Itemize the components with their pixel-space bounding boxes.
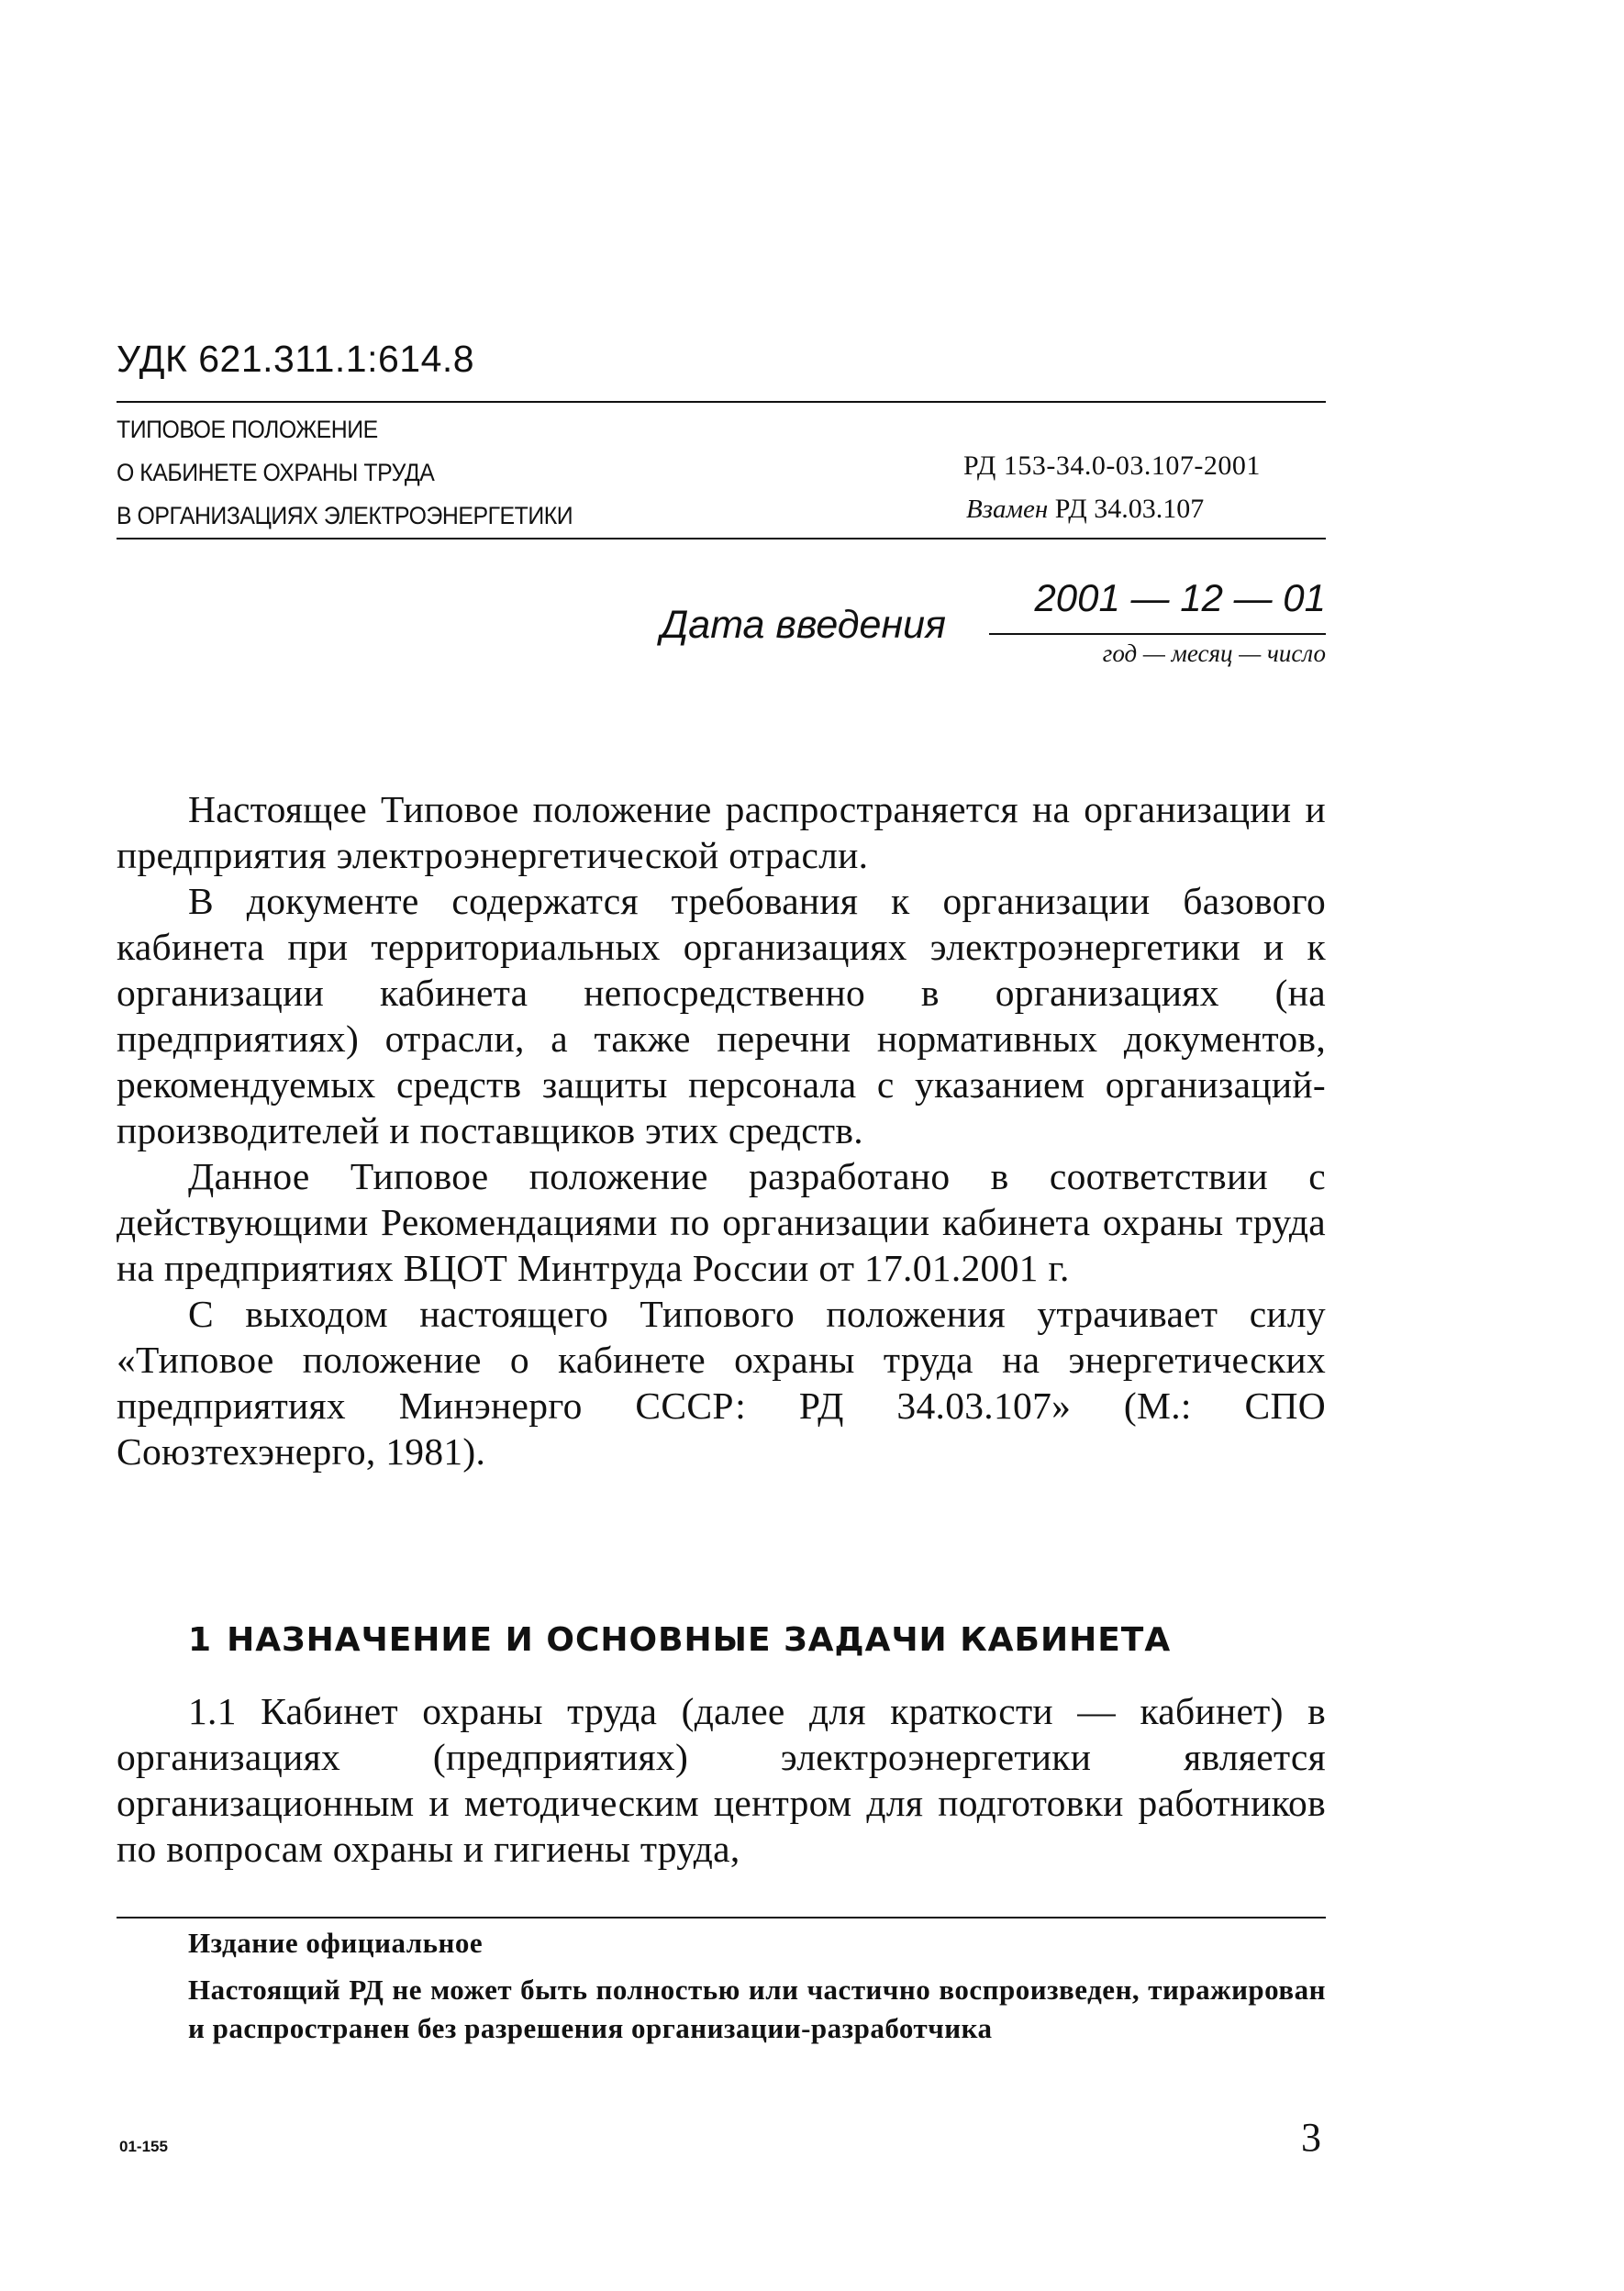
header-top-rule	[117, 401, 1326, 403]
preamble	[117, 786, 1326, 1474]
page-number: 3	[1301, 2115, 1321, 2160]
section-heading	[188, 1621, 1171, 1659]
intro-date-label: Дата введения	[661, 603, 946, 647]
replaced-document: РД 34.03.107	[1054, 494, 1205, 524]
paragraph: В документе содержатся требования к организации базового кабинета при территориальных организациях электроэнергетики и к организации кабинета непосредственно в организациях (на предприятиях) отрасли, а также перечни нормативных документов, рекомендуемых средств защиты персонала с указанием организаций-производителей и поставщиков этих средств.	[117, 880, 1326, 1151]
intro-date-caption: год — месяц — число	[1102, 639, 1326, 667]
paragraph: 1.1 Кабинет охраны труда (далее для краткости — кабинет) в организациях (предприятиях) электроэнергетики является организационным и методическим центром для подготовки работников по вопросам охраны и гигиены труда,	[117, 1690, 1326, 1870]
print-code: 01-155	[119, 2138, 168, 2155]
title-line: ТИПОВОЕ ПОЛОЖЕНИЕ	[117, 416, 378, 443]
section-body	[117, 1688, 1326, 1872]
document-number: РД 153-34.0-03.107-2001	[963, 450, 1261, 481]
title-line: О КАБИНЕТЕ ОХРАНЫ ТРУДА	[117, 459, 435, 486]
paragraph: Данное Типовое положение разработано в соответствии с действующими Рекомендациями по организации кабинета охраны труда на предприятиях ВЦОТ Минтруда России от 17.01.2001 г.	[117, 1155, 1326, 1289]
paragraph: С выходом настоящего Типового положения утрачивает силу «Типовое положение о кабинете охраны труда на энергетических предприятиях Минэнерго СССР: РД 34.03.107» (М.: СПО Союзтехэнерго, 1981).	[117, 1293, 1326, 1473]
section-number: 1	[188, 1621, 213, 1659]
title-line: В ОРГАНИЗАЦИЯХ ЭЛЕКТРОЭНЕРГЕТИКИ	[117, 502, 573, 529]
header-bottom-rule	[117, 538, 1326, 539]
replaces-prefix: Взамен	[966, 495, 1049, 524]
intro-date-value: 2001 — 12 — 01	[1034, 576, 1326, 619]
replaces-note	[966, 494, 1204, 525]
udk-code: УДК 621.311.1:614.8	[117, 338, 475, 380]
section-title: НАЗНАЧЕНИЕ И ОСНОВНЫЕ ЗАДАЧИ КАБИНЕТА	[227, 1621, 1172, 1659]
intro-date-line	[989, 633, 1326, 635]
footnote-rule	[117, 1917, 1326, 1918]
official-edition-note: Издание официальное	[188, 1927, 484, 1959]
copyright-notice: Настоящий РД не может быть полностью или частично воспроизведен, тиражирован и распространен без разрешения организации-разработчика	[188, 1974, 1326, 2044]
document-title-block	[117, 408, 612, 538]
paragraph: Настоящее Типовое положение распространяется на организации и предприятия электроэнергетической отрасли.	[117, 788, 1326, 876]
